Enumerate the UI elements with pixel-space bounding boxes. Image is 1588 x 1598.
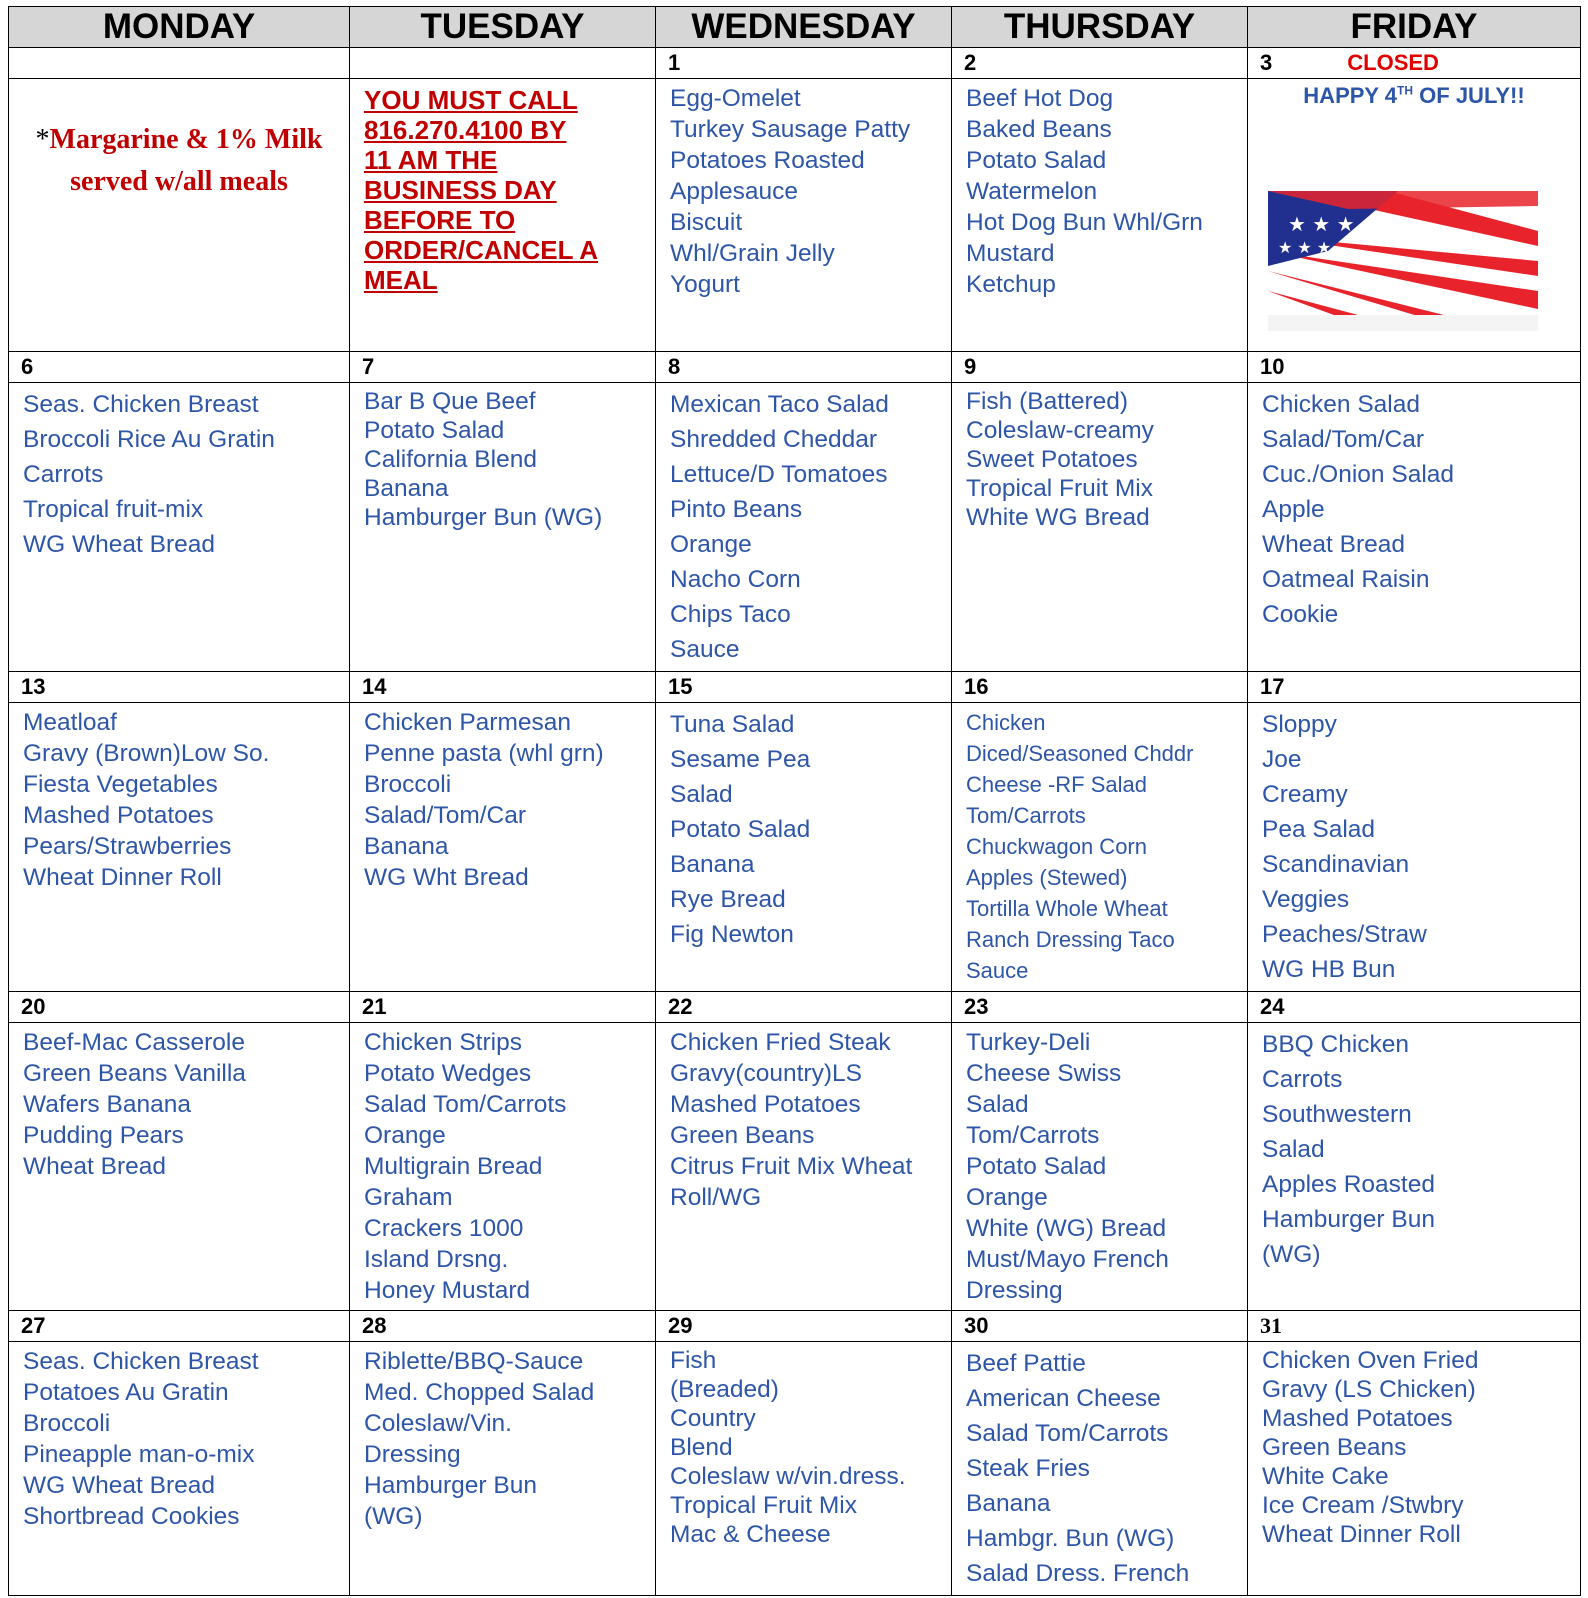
menu-item: Applesauce bbox=[670, 178, 799, 205]
day-number: 6 bbox=[21, 354, 34, 379]
menu-item: Sesame Pea bbox=[670, 746, 811, 773]
menu-item: Tropical fruit-mix bbox=[23, 496, 204, 523]
menu-items bbox=[952, 703, 1247, 990]
menu-items bbox=[656, 703, 951, 956]
menu-item: American Cheese bbox=[966, 1385, 1161, 1412]
day-number: 1 bbox=[668, 50, 681, 75]
menu-item: Hot Dog Bun Whl/Grn bbox=[966, 209, 1203, 236]
menu-item: Mashed Potatoes bbox=[23, 802, 214, 829]
menu-item: Potato Salad bbox=[966, 147, 1107, 174]
menu-item: Veggies bbox=[1262, 886, 1350, 913]
call-notice bbox=[350, 79, 655, 295]
menu-item: Oatmeal Raisin bbox=[1262, 566, 1430, 593]
menu-item: Shortbread Cookies bbox=[23, 1503, 240, 1530]
menu-item: Shredded Cheddar bbox=[670, 426, 878, 453]
menu-item: Scandinavian bbox=[1262, 851, 1410, 878]
day-number bbox=[9, 48, 349, 49]
day-number: 16 bbox=[964, 674, 989, 699]
menu-item: Potato Salad bbox=[364, 417, 505, 444]
menu-item: Apples (Stewed) bbox=[966, 865, 1128, 890]
menu-item: Mashed Potatoes bbox=[670, 1091, 861, 1118]
menu-item: Salad Tom/Carrots bbox=[966, 1420, 1169, 1447]
menu-item: Salad bbox=[966, 1091, 1029, 1118]
menu-item: WG HB Bun bbox=[1262, 956, 1396, 983]
menu-item: Rye Bread bbox=[670, 886, 786, 913]
svg-text:★ ★ ★: ★ ★ ★ bbox=[1278, 238, 1332, 257]
menu-item: Chicken Fried Steak bbox=[670, 1029, 891, 1056]
weekday-header: WEDNESDAY bbox=[656, 7, 952, 48]
menu-item: Sauce bbox=[966, 958, 1029, 983]
day-number: 3 CLOSED bbox=[1260, 50, 1439, 75]
day-number: 15 bbox=[668, 674, 693, 699]
menu-item: Beef Hot Dog bbox=[966, 85, 1114, 112]
date-row bbox=[9, 352, 1581, 383]
menu-items bbox=[9, 703, 349, 897]
menu-item: Citrus Fruit Mix Wheat bbox=[670, 1153, 913, 1180]
holiday-banner: HAPPY 4TH OF JULY!! bbox=[1303, 83, 1525, 108]
menu-items bbox=[1248, 1023, 1580, 1276]
day-number: 28 bbox=[362, 1313, 387, 1338]
menu-item: Potatoes Roasted bbox=[670, 147, 865, 174]
day-number: 14 bbox=[362, 674, 387, 699]
menu-row bbox=[9, 703, 1581, 992]
menu-items bbox=[656, 383, 951, 671]
day-number: 9 bbox=[964, 354, 977, 379]
menu-item: Turkey Sausage Patty bbox=[670, 116, 911, 143]
menu-item: Dressing bbox=[364, 1441, 461, 1468]
menu-item: Mashed Potatoes bbox=[1262, 1405, 1453, 1432]
menu-item: (Breaded) bbox=[670, 1376, 779, 1403]
menu-item: Wheat Dinner Roll bbox=[1262, 1521, 1461, 1548]
menu-item: Fig Newton bbox=[670, 921, 794, 948]
date-row bbox=[9, 992, 1581, 1023]
menu-item: Fish (Battered) bbox=[966, 388, 1129, 415]
menu-item: Island Drsng. bbox=[364, 1246, 509, 1273]
day-number: 21 bbox=[362, 994, 387, 1019]
day-number: 27 bbox=[21, 1313, 46, 1338]
menu-item: Broccoli bbox=[23, 1410, 111, 1437]
menu-item: Orange bbox=[966, 1184, 1048, 1211]
day-number: 30 bbox=[964, 1313, 989, 1338]
menu-item: Salad Tom/Carrots bbox=[364, 1091, 567, 1118]
menu-item: Cuc./Onion Salad bbox=[1262, 461, 1455, 488]
menu-items bbox=[952, 1342, 1247, 1595]
menu-item: White WG Bread bbox=[966, 504, 1150, 531]
menu-item: Tropical Fruit Mix bbox=[966, 475, 1153, 502]
menu-items bbox=[656, 1023, 951, 1217]
menu-item: Crackers 1000 bbox=[364, 1215, 524, 1242]
menu-item: Ice Cream /Stwbry bbox=[1262, 1492, 1464, 1519]
date-row bbox=[9, 48, 1581, 79]
menu-items bbox=[9, 1023, 349, 1186]
menu-item: Potato Salad bbox=[966, 1153, 1107, 1180]
menu-item: Orange bbox=[364, 1122, 446, 1149]
menu-item: Potatoes Au Gratin bbox=[23, 1379, 229, 1406]
menu-items bbox=[350, 703, 655, 897]
menu-item: Ketchup bbox=[966, 271, 1056, 298]
note-cell bbox=[9, 79, 350, 352]
menu-item: Pinto Beans bbox=[670, 496, 803, 523]
menu-item: Seas. Chicken Breast bbox=[23, 391, 259, 418]
call-notice-line: YOU MUST CALL bbox=[364, 85, 578, 115]
menu-items bbox=[9, 383, 349, 566]
menu-item: Chicken Salad bbox=[1262, 391, 1420, 418]
menu-items bbox=[952, 79, 1247, 304]
menu-item: Biscuit bbox=[670, 209, 743, 236]
menu-items bbox=[1248, 703, 1580, 991]
menu-item: Peaches/Straw bbox=[1262, 921, 1427, 948]
menu-item: Broccoli bbox=[364, 771, 452, 798]
menu-items bbox=[1248, 383, 1580, 636]
weekday-header: THURSDAY bbox=[952, 7, 1248, 48]
menu-item: Diced/Seasoned Chddr bbox=[966, 741, 1194, 766]
menu-item: Tortilla Whole Wheat bbox=[966, 896, 1168, 921]
menu-item: Wheat Dinner Roll bbox=[23, 864, 222, 891]
menu-item: Steak Fries bbox=[966, 1455, 1090, 1482]
menu-item: Broccoli Rice Au Gratin bbox=[23, 426, 275, 453]
menu-item: Pudding Pears bbox=[23, 1122, 184, 1149]
menu-item: Watermelon bbox=[966, 178, 1098, 205]
menu-item: Salad bbox=[670, 781, 733, 808]
menu-row bbox=[9, 1342, 1581, 1596]
menu-item: WG Wheat Bread bbox=[23, 531, 215, 558]
menu-item: Hamburger Bun (WG) bbox=[364, 504, 603, 531]
menu-item: WG Wht Bread bbox=[364, 864, 529, 891]
menu-item: Gravy (LS Chicken) bbox=[1262, 1376, 1476, 1403]
menu-item: Apples Roasted bbox=[1262, 1171, 1435, 1198]
menu-item: Cheese -RF Salad bbox=[966, 772, 1147, 797]
menu-item: White (WG) Bread bbox=[966, 1215, 1167, 1242]
call-notice-line: 816.270.4100 BY bbox=[364, 115, 567, 145]
day-number: 22 bbox=[668, 994, 693, 1019]
menu-item: Salad/Tom/Car bbox=[364, 802, 527, 829]
menu-items bbox=[1248, 1342, 1580, 1553]
menu-item: Orange bbox=[670, 531, 752, 558]
day-number: 29 bbox=[668, 1313, 693, 1338]
menu-item: Potato Salad bbox=[670, 816, 811, 843]
menu-item: Penne pasta (whl grn) bbox=[364, 740, 604, 767]
menu-item: Seas. Chicken Breast bbox=[23, 1348, 259, 1375]
menu-item: Chicken Parmesan bbox=[364, 709, 571, 736]
menu-item: Lettuce/D Tomatoes bbox=[670, 461, 888, 488]
menu-item: BBQ Chicken bbox=[1262, 1031, 1410, 1058]
menu-item: Tropical Fruit Mix bbox=[670, 1492, 857, 1519]
menu-calendar bbox=[8, 6, 1581, 1596]
menu-item: Joe bbox=[1262, 746, 1302, 773]
menu-item: Dressing bbox=[966, 1277, 1063, 1304]
menu-item: Wheat Bread bbox=[23, 1153, 166, 1180]
menu-row bbox=[9, 79, 1581, 352]
menu-item: Sweet Potatoes bbox=[966, 446, 1138, 473]
weekday-header: MONDAY bbox=[9, 7, 350, 48]
menu-row bbox=[9, 1023, 1581, 1311]
menu-item: Banana bbox=[364, 833, 449, 860]
menu-item: Meatloaf bbox=[23, 709, 117, 736]
menu-item: Hambgr. Bun (WG) bbox=[966, 1525, 1175, 1552]
weekday-header: TUESDAY bbox=[350, 7, 656, 48]
menu-item: Carrots bbox=[23, 461, 104, 488]
menu-items bbox=[656, 1342, 951, 1553]
menu-item: Hamburger Bun bbox=[1262, 1206, 1435, 1233]
day-number: 20 bbox=[21, 994, 46, 1019]
menu-items bbox=[952, 1023, 1247, 1310]
menu-item: Tuna Salad bbox=[670, 711, 795, 738]
menu-item: Green Beans Vanilla bbox=[23, 1060, 246, 1087]
menu-item: Creamy bbox=[1262, 781, 1348, 808]
menu-item: Must/Mayo French bbox=[966, 1246, 1169, 1273]
menu-item: Mac & Cheese bbox=[670, 1521, 831, 1548]
menu-item: Gravy (Brown)Low So. bbox=[23, 740, 270, 767]
menu-item: Wafers Banana bbox=[23, 1091, 191, 1118]
call-notice-line: ORDER/CANCEL A bbox=[364, 235, 599, 265]
menu-item: Green Beans bbox=[1262, 1434, 1407, 1461]
menu-item: Gravy(country)LS bbox=[670, 1060, 862, 1087]
menu-item: Fish bbox=[670, 1347, 717, 1374]
day-number: 7 bbox=[362, 354, 375, 379]
menu-item: Sloppy bbox=[1262, 711, 1337, 738]
menu-item: Southwestern bbox=[1262, 1101, 1412, 1128]
day-number bbox=[350, 48, 655, 49]
day-number: 23 bbox=[964, 994, 989, 1019]
weekday-header: FRIDAY bbox=[1248, 7, 1581, 48]
day-number: 2 bbox=[964, 50, 977, 75]
menu-row bbox=[9, 383, 1581, 672]
menu-item: California Blend bbox=[364, 446, 537, 473]
call-notice-line: MEAL bbox=[364, 265, 438, 295]
menu-item: Wheat Bread bbox=[1262, 531, 1405, 558]
menu-items bbox=[350, 1342, 655, 1536]
day-number: 24 bbox=[1260, 994, 1285, 1019]
menu-item: Banana bbox=[670, 851, 755, 878]
menu-item: Coleslaw/Vin. bbox=[364, 1410, 512, 1437]
menu-item: Tom/Carrots bbox=[966, 1122, 1100, 1149]
menu-item: Whl/Grain Jelly bbox=[670, 240, 835, 267]
menu-item: Salad/Tom/Car bbox=[1262, 426, 1425, 453]
menu-item: Salad bbox=[1262, 1136, 1325, 1163]
menu-item: Nacho Corn bbox=[670, 566, 801, 593]
menu-item: Green Beans bbox=[670, 1122, 815, 1149]
menu-item: (WG) bbox=[364, 1503, 423, 1530]
menu-item: Hamburger Bun bbox=[364, 1472, 537, 1499]
menu-item: Graham bbox=[364, 1184, 453, 1211]
menu-item: WG Wheat Bread bbox=[23, 1472, 215, 1499]
menu-item: Salad Dress. French bbox=[966, 1560, 1190, 1587]
day-number: 17 bbox=[1260, 674, 1285, 699]
weekday-header-row bbox=[9, 7, 1581, 48]
svg-text:★ ★ ★: ★ ★ ★ bbox=[1288, 212, 1355, 236]
menu-items bbox=[656, 79, 951, 304]
menu-item: Cookie bbox=[1262, 601, 1339, 628]
menu-item: Chips Taco bbox=[670, 601, 791, 628]
menu-items bbox=[9, 1342, 349, 1536]
closed-label: CLOSED bbox=[1347, 50, 1439, 75]
menu-item: Pears/Strawberries bbox=[23, 833, 232, 860]
day-number: 8 bbox=[668, 354, 681, 379]
menu-item: Fiesta Vegetables bbox=[23, 771, 218, 798]
menu-item: Pineapple man-o-mix bbox=[23, 1441, 255, 1468]
menu-item: Multigrain Bread bbox=[364, 1153, 543, 1180]
menu-item: White Cake bbox=[1262, 1463, 1389, 1490]
menu-item: Chuckwagon Corn bbox=[966, 834, 1147, 859]
date-row bbox=[9, 1311, 1581, 1342]
menu-items bbox=[350, 383, 655, 536]
call-notice-line: BUSINESS DAY bbox=[364, 175, 557, 205]
menu-item: Carrots bbox=[1262, 1066, 1343, 1093]
menu-item: (WG) bbox=[1262, 1241, 1321, 1268]
menu-items bbox=[952, 383, 1247, 536]
menu-item: Pea Salad bbox=[1262, 816, 1376, 843]
call-notice-cell bbox=[350, 79, 656, 352]
call-notice-line: 11 AM THE bbox=[364, 145, 498, 175]
american-flag-image bbox=[1268, 191, 1538, 331]
menu-item: Beef Pattie bbox=[966, 1350, 1086, 1377]
menu-item: Mexican Taco Salad bbox=[670, 391, 889, 418]
menu-item: Chicken bbox=[966, 710, 1046, 735]
day-number: 13 bbox=[21, 674, 46, 699]
milk-note: *Margarine & 1% Milk served w/all meals bbox=[35, 124, 323, 197]
menu-item: Mustard bbox=[966, 240, 1055, 267]
menu-item: Riblette/BBQ-Sauce bbox=[364, 1348, 584, 1375]
menu-item: Med. Chopped Salad bbox=[364, 1379, 595, 1406]
day-number: 31 bbox=[1260, 1313, 1282, 1338]
menu-item: Coleslaw-creamy bbox=[966, 417, 1154, 444]
day-number: 10 bbox=[1260, 354, 1285, 379]
menu-item: Ranch Dressing Taco bbox=[966, 927, 1175, 952]
menu-item: Country bbox=[670, 1405, 756, 1432]
menu-item: Potato Wedges bbox=[364, 1060, 532, 1087]
menu-item: Turkey-Deli bbox=[966, 1029, 1091, 1056]
menu-item: Cheese Swiss bbox=[966, 1060, 1122, 1087]
menu-item: Chicken Oven Fried bbox=[1262, 1347, 1479, 1374]
menu-item: Sauce bbox=[670, 636, 740, 663]
menu-item: Honey Mustard bbox=[364, 1277, 531, 1304]
menu-item: Beef-Mac Casserole bbox=[23, 1029, 245, 1056]
menu-items bbox=[350, 1023, 655, 1310]
call-notice-line: BEFORE TO bbox=[364, 205, 516, 235]
menu-item: Egg-Omelet bbox=[670, 85, 801, 112]
menu-item: Chicken Strips bbox=[364, 1029, 522, 1056]
menu-item: Baked Beans bbox=[966, 116, 1112, 143]
menu-item: Coleslaw w/vin.dress. bbox=[670, 1463, 906, 1490]
menu-item: Bar B Que Beef bbox=[364, 388, 536, 415]
menu-item: Yogurt bbox=[670, 271, 740, 298]
menu-item: Banana bbox=[966, 1490, 1051, 1517]
menu-item: Apple bbox=[1262, 496, 1325, 523]
menu-item: Banana bbox=[364, 475, 449, 502]
menu-item: Roll/WG bbox=[670, 1184, 762, 1211]
menu-item: Blend bbox=[670, 1434, 733, 1461]
date-row bbox=[9, 672, 1581, 703]
menu-item: Tom/Carrots bbox=[966, 803, 1086, 828]
